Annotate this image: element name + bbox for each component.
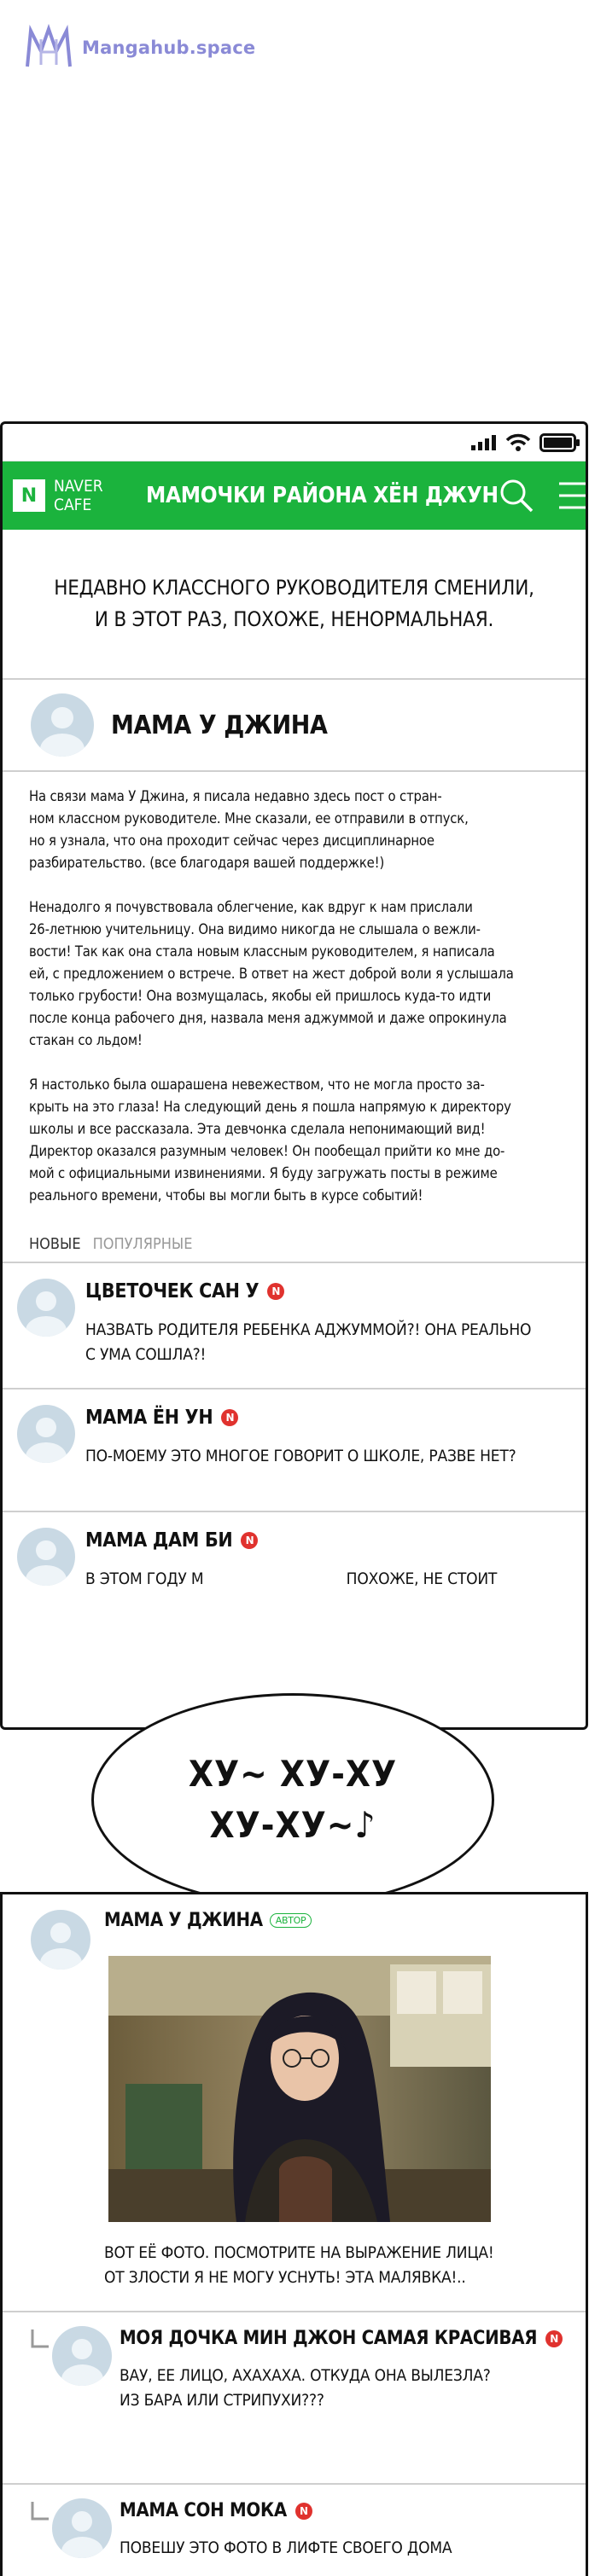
comment-text: ВАУ, ЕЕ ЛИЦО, АХАХАХА. ОТКУДА ОНА ВЫЛЕЗЛА? ИЗ БАРА ИЛИ СТРИПУХИ??? xyxy=(120,2366,491,2410)
tab-popular[interactable]: ПОПУЛЯРНЫЕ xyxy=(92,1234,193,1253)
naver-badge-icon: N xyxy=(295,2503,312,2520)
comment-text: ВОТ ЕЁ ФОТО. ПОСМОТРИТЕ НА ВЫРАЖЕНИЕ ЛИЦА! ОТ ЗЛОСТИ Я НЕ МОГУ УСНУТЬ! ЭТА МАЛЯВКА!.. xyxy=(104,2243,494,2287)
post-title xyxy=(3,530,586,680)
menu-icon[interactable] xyxy=(556,479,588,513)
speech-bubble xyxy=(91,1693,494,1906)
mangahub-logo-icon xyxy=(22,22,75,73)
comment-author[interactable] xyxy=(104,1910,312,1931)
comment-sort-tabs xyxy=(3,1226,586,1263)
comment-author[interactable] xyxy=(120,2328,563,2349)
post-title-line1: НЕДАВНО КЛАССНОГО РУКОВОДИТЕЛЯ СМЕНИЛИ, xyxy=(54,576,534,600)
reply-arrow-icon xyxy=(30,2329,49,2350)
reply-comment xyxy=(3,2312,588,2483)
comment-text: ПО-МОЕМУ ЭТО МНОГОЕ ГОВОРИТ О ШКОЛЕ, РАЗВЕ НЕТ? xyxy=(85,1447,516,1465)
comment-author-name: МАМА ЁН УН xyxy=(85,1407,213,1429)
comment-text: ПОВЕШУ ЭТО ФОТО В ЛИФТЕ СВОЕГО ДОМА xyxy=(120,2538,452,2557)
teacher-photo[interactable] xyxy=(108,1956,491,2222)
comment-author[interactable] xyxy=(85,1529,258,1552)
comment xyxy=(3,1390,586,1512)
watermark-text: Mangahub.space xyxy=(82,38,256,58)
comment-author[interactable] xyxy=(85,1280,284,1303)
cafe-title[interactable]: МАМОЧКИ РАЙОНА ХЁН ДЖУН xyxy=(146,483,499,508)
avatar[interactable] xyxy=(52,2498,112,2558)
naver-badge-icon: N xyxy=(267,1283,284,1300)
post-paragraph: Ненадолго я почувствовала облегчение, как вдруг к нам прислали 26-летнюю учительницу. Она видимо никогда не слышала о вежли- вости! Так как она стала новым классным руководителем, я написала ей, с предложением о встрече. В ответ на жест доброй воли я услышала только грубости! Она возмущалась, якобы ей пришлось куда-то идти после конца рабочего дня, назвала меня аджуммой и даже опрокинула стакан со льдом! xyxy=(29,899,514,1048)
comment-author[interactable] xyxy=(85,1407,238,1429)
signal-icon xyxy=(471,435,497,450)
tab-new[interactable]: НОВЫЕ xyxy=(29,1234,81,1253)
avatar[interactable] xyxy=(17,1279,75,1337)
bubble-line1: ХУ~ ХУ-ХУ xyxy=(188,1753,398,1795)
avatar[interactable] xyxy=(31,693,94,757)
comment xyxy=(3,1263,586,1390)
comment-author-name: МАМА ДАМ БИ xyxy=(85,1529,233,1552)
reply-comment xyxy=(3,2485,588,2576)
search-icon[interactable] xyxy=(498,477,535,514)
comment-thread-panel xyxy=(0,1892,588,2576)
avatar[interactable] xyxy=(17,1528,75,1586)
cafe-header xyxy=(3,461,586,530)
bubble-line2: ХУ-ХУ~♪ xyxy=(209,1804,376,1846)
comment-author[interactable] xyxy=(120,2500,312,2521)
battery-icon xyxy=(539,433,580,452)
avatar[interactable] xyxy=(17,1405,75,1463)
post-paragraph: На связи мама У Джина, я писала недавно здесь пост о стран- ном классном руководителе. Мне сказали, ее отправили в отпуск, но я узнала, что она проходит сейчас через дисциплинарное разбирательство. (все благодаря вашей поддержке!) xyxy=(29,788,469,871)
avatar[interactable] xyxy=(52,2326,112,2386)
comment-author-name: МАМА У ДЖИНА xyxy=(104,1910,263,1931)
post-paragraph: Я настолько была ошарашена невежеством, что не могла просто за- крыть на это глаза! На следующий день я пошла напрямую к директору школы и все рассказала. Эта девчонка сделала непонимающий вид! Директор оказался разумным человек! Он пообещал прийти ко мне до- мой с официальными извинениями. Я буду загружать посты в режиме реального времени, чтобы вы могли быть в курсе событий! xyxy=(29,1076,511,1204)
comment xyxy=(3,1512,586,1632)
cafe-label-line2: CAFE xyxy=(54,496,92,514)
reply-arrow-icon xyxy=(30,2502,49,2522)
author-badge: АВТОР xyxy=(270,1913,312,1928)
status-bar xyxy=(3,424,586,461)
post-title-line2: И В ЭТОТ РАЗ, ПОХОЖЕ, НЕНОРМАЛЬНАЯ. xyxy=(94,607,494,631)
naver-badge-icon: N xyxy=(241,1532,258,1549)
avatar[interactable] xyxy=(31,1910,90,1970)
comment-text: В ЭТОМ ГОДУ М ПОХОЖЕ, НЕ СТОИТ xyxy=(85,1569,498,1588)
phone-screen xyxy=(0,421,588,1730)
comment-author-name: МОЯ ДОЧКА МИН ДЖОН САМАЯ КРАСИВАЯ xyxy=(120,2328,538,2349)
naver-cafe-label xyxy=(54,477,103,514)
naver-badge-icon: N xyxy=(221,1409,238,1426)
watermark xyxy=(22,22,255,73)
cafe-label-line1: NAVER xyxy=(54,477,103,496)
naver-logo[interactable]: N xyxy=(13,479,45,512)
author-name[interactable]: МАМА У ДЖИНА xyxy=(111,710,328,740)
comment-author-name: МАМА СОН МОКА xyxy=(120,2500,287,2521)
post-body xyxy=(3,772,586,1207)
naver-badge-icon: N xyxy=(545,2330,563,2347)
post-author xyxy=(3,680,586,772)
wifi-icon xyxy=(505,433,531,452)
comment-text: НАЗВАТЬ РОДИТЕЛЯ РЕБЕНКА АДЖУММОЙ?! ОНА РЕАЛЬНО С УМА СОШЛА?! xyxy=(85,1320,532,1364)
comment-author-name: ЦВЕТОЧЕК САН У xyxy=(85,1280,260,1303)
